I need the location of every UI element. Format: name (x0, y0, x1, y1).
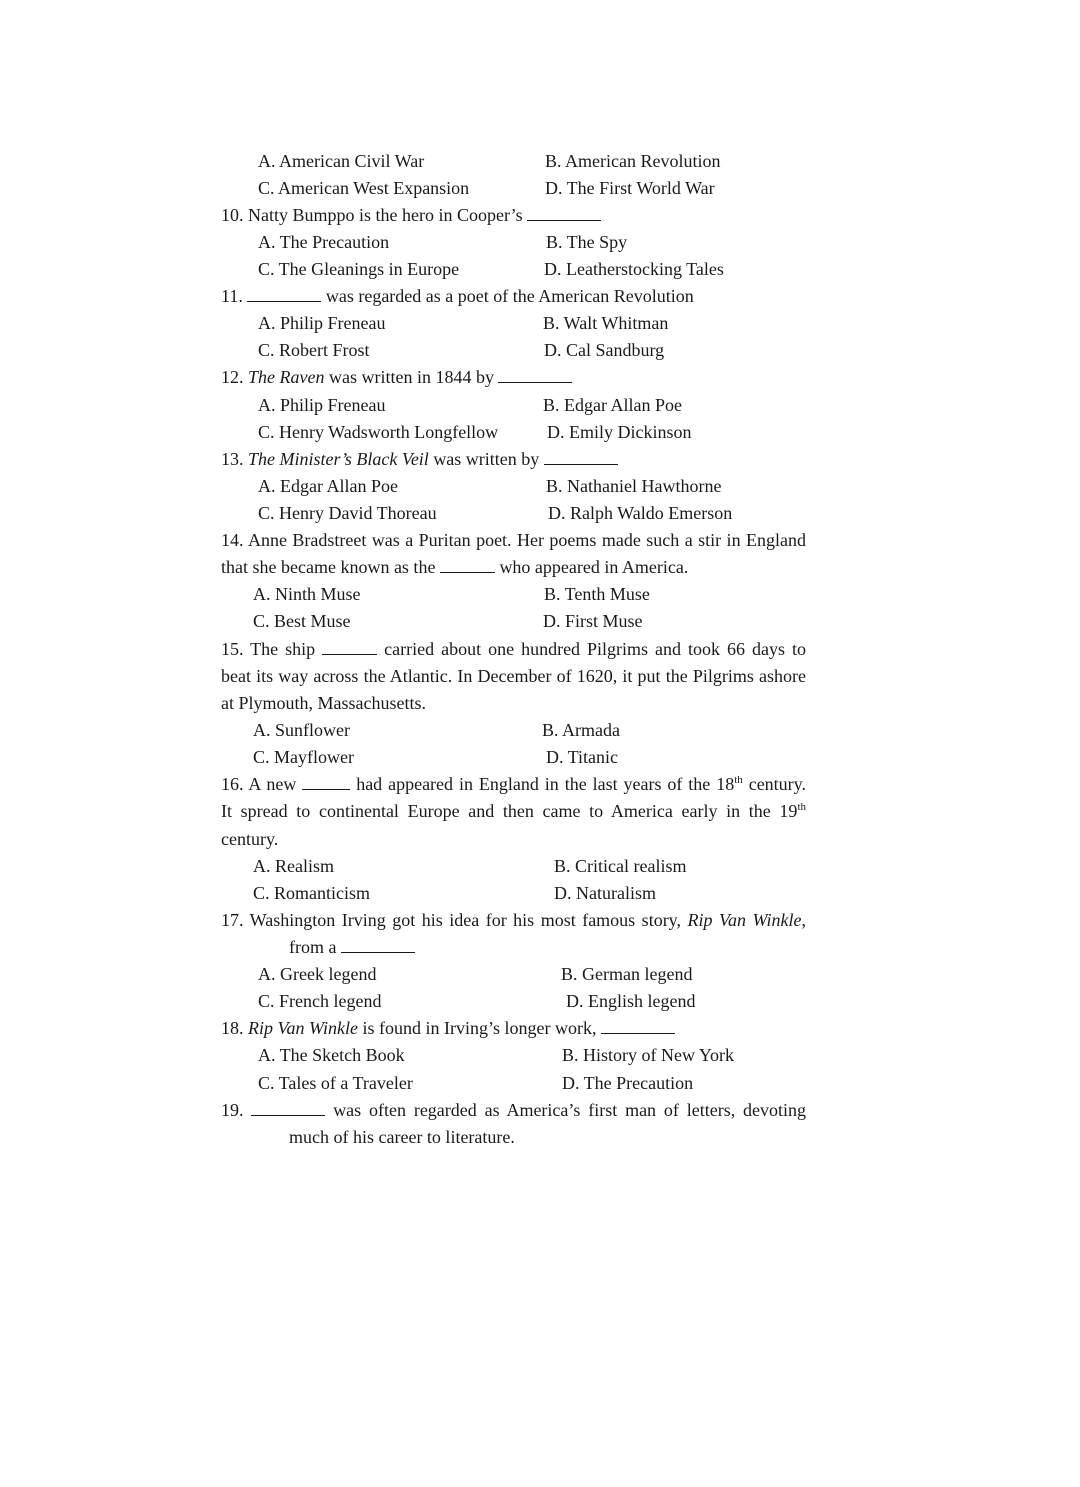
q13-stem-text: was written by (433, 449, 540, 469)
q13-option-d: D. Ralph Waldo Emerson (548, 503, 733, 523)
q11-option-b: B. Walt Whitman (543, 313, 669, 333)
q14-stem-text-post: who appeared in America. (499, 557, 689, 577)
q15-stem-text-post: carried about one hundred Pilgrims and took 66 days to (384, 639, 807, 659)
q16-stem-text-line-2: It spread to continental Europe and then came to America early in the 19 (221, 801, 798, 821)
q18-number: 18. (221, 1018, 244, 1038)
q10-answer-blank (527, 206, 601, 221)
q10-option-b: B. The Spy (546, 232, 628, 252)
q14-stem-line-1: 14. Anne Bradstreet was a Puritan poet. Her poems made such a stir in England (221, 530, 806, 550)
q16-superscript-2: th (797, 801, 806, 813)
q16-stem-text-post: century. (748, 774, 807, 794)
q18-option-b: B. History of New York (562, 1045, 735, 1065)
q17-option-d: D. English legend (566, 991, 696, 1011)
q19-answer-blank (251, 1101, 325, 1116)
q11-stem (221, 285, 694, 307)
q12-option-c: C. Henry Wadsworth Longfellow (258, 422, 499, 442)
q14-stem-text-pre: that she became known as the (221, 557, 436, 577)
q13-title: The Minister’s Black Veil (248, 449, 429, 469)
q11-number: 11. (221, 286, 243, 306)
q16-option-b: B. Critical realism (554, 856, 687, 876)
q10-option-d: D. Leatherstocking Tales (544, 259, 724, 279)
q17-stem-text-line-2: from a (289, 937, 337, 957)
q16-superscript-1: th (734, 774, 743, 786)
q16-stem-text-pre: 16. A new (221, 774, 297, 794)
q17-answer-blank (341, 938, 415, 953)
q16-stem-line-1 (221, 773, 806, 795)
q15-stem-text-pre: 15. The ship (221, 639, 316, 659)
q16-stem-text-mid: had appeared in England in the last years of the 18 (356, 774, 735, 794)
q10-stem (221, 204, 601, 226)
q13-option-a: A. Edgar Allan Poe (258, 476, 398, 496)
q13-option-c: C. Henry David Thoreau (258, 503, 437, 523)
q16-stem-line-2 (221, 800, 806, 822)
q9-option-b: B. American Revolution (545, 151, 721, 171)
q15-option-a: A. Sunflower (253, 720, 350, 740)
q18-option-a: A. The Sketch Book (258, 1045, 405, 1065)
q19-stem-line-2: much of his career to literature. (289, 1127, 515, 1147)
q11-option-c: C. Robert Frost (258, 340, 370, 360)
q9-option-d: D. The First World War (545, 178, 715, 198)
q13-answer-blank (544, 450, 618, 465)
q16-answer-blank (302, 775, 350, 790)
q17-title: Rip Van Winkle (687, 910, 802, 930)
q15-option-c: C. Mayflower (253, 747, 354, 767)
q12-title: The Raven (248, 367, 325, 387)
q11-option-d: D. Cal Sandburg (544, 340, 665, 360)
q13-number: 13. (221, 449, 244, 469)
q9-option-a: A. American Civil War (258, 151, 425, 171)
q12-answer-blank (498, 368, 572, 383)
q13-option-b: B. Nathaniel Hawthorne (546, 476, 722, 496)
q15-option-b: B. Armada (542, 720, 620, 740)
q11-answer-blank (247, 287, 321, 302)
q10-option-a: A. The Precaution (258, 232, 390, 252)
q12-option-b: B. Edgar Allan Poe (543, 395, 682, 415)
q12-option-d: D. Emily Dickinson (547, 422, 692, 442)
q15-stem-line-2: beat its way across the Atlantic. In December of 1620, it put the Pilgrims ashore (221, 666, 806, 686)
q19-stem-line-1 (221, 1099, 806, 1121)
q14-option-b: B. Tenth Muse (544, 584, 650, 604)
q16-option-c: C. Romanticism (253, 883, 370, 903)
q17-stem-line-2 (289, 936, 415, 958)
q14-option-a: A. Ninth Muse (253, 584, 361, 604)
q17-comma: , (801, 910, 806, 930)
q15-stem-line-1 (221, 638, 806, 660)
q10-stem-text: 10. Natty Bumppo is the hero in Cooper’s (221, 205, 523, 225)
q15-option-d: D. Titanic (546, 747, 619, 767)
q11-option-a: A. Philip Freneau (258, 313, 386, 333)
q12-number: 12. (221, 367, 244, 387)
q12-option-a: A. Philip Freneau (258, 395, 386, 415)
q17-option-b: B. German legend (561, 964, 693, 984)
q9-option-c: C. American West Expansion (258, 178, 470, 198)
q15-stem-line-3: at Plymouth, Massachusetts. (221, 693, 426, 713)
q18-stem-text: is found in Irving’s longer work, (362, 1018, 597, 1038)
q17-stem-line-1 (221, 909, 806, 931)
q16-option-d: D. Naturalism (554, 883, 656, 903)
q12-stem (221, 366, 572, 388)
q12-stem-text: was written in 1844 by (328, 367, 494, 387)
q19-number: 19. (221, 1100, 244, 1120)
q11-stem-text: was regarded as a poet of the American Revolution (325, 286, 694, 306)
q15-answer-blank (322, 640, 377, 655)
q18-option-d: D. The Precaution (562, 1073, 694, 1093)
q17-option-a: A. Greek legend (258, 964, 377, 984)
q16-option-a: A. Realism (253, 856, 334, 876)
q14-stem-line-2 (221, 556, 688, 578)
q16-stem-line-3: century. (221, 829, 279, 849)
q18-option-c: C. Tales of a Traveler (258, 1073, 413, 1093)
q18-title: Rip Van Winkle (248, 1018, 358, 1038)
q13-stem (221, 448, 618, 470)
q17-stem-text: 17. Washington Irving got his idea for his most famous story, (221, 910, 682, 930)
q10-option-c: C. The Gleanings in Europe (258, 259, 460, 279)
q14-option-c: C. Best Muse (253, 611, 351, 631)
q19-stem-text: was often regarded as America’s first man of letters, devoting (333, 1100, 807, 1120)
q14-option-d: D. First Muse (543, 611, 643, 631)
q14-answer-blank (440, 558, 495, 573)
q18-answer-blank (601, 1019, 675, 1034)
q17-option-c: C. French legend (258, 991, 382, 1011)
q18-stem (221, 1017, 675, 1039)
